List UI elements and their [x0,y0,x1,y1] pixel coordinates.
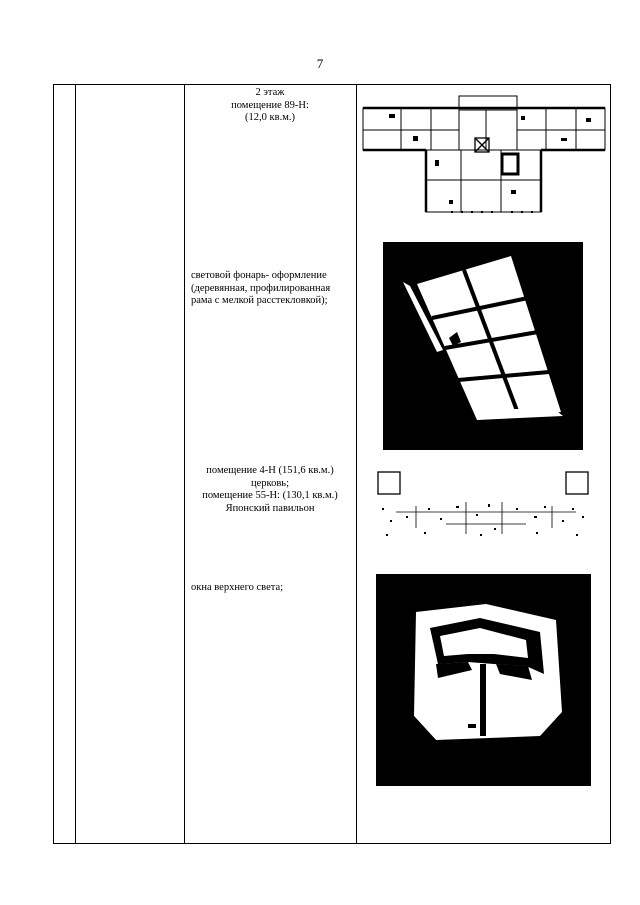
windows-description [191,582,351,595]
floor-line: 2 этаж [255,87,285,98]
top-light-windows-drawing [376,574,591,786]
column-divider-2 [184,85,185,843]
skylight-line-2: (деревянная, профилированная [191,282,331,294]
skylight-line-3: рама с мелкой расстекловкой); [191,295,328,306]
room-line: помещение 89-Н: [231,99,309,111]
skylight-photo [383,242,583,450]
floor-plan-89n-drawing [361,90,607,218]
church-line-2: церковь; [250,477,289,489]
windows-line-1: окна верхнего света; [191,582,284,593]
skylight-line-1: световой фонарь- оформление [191,270,327,281]
skylight-photo-drawing [383,242,583,450]
document-table [53,84,611,844]
area-line: (12,0 кв.м.) [245,112,295,123]
floor-room-description [184,87,356,125]
church-line-3: помещение 55-Н: (130,1 кв.м.) [202,490,338,501]
floor-plan-4n-55n-drawing [376,468,592,542]
column-divider-3 [356,85,357,843]
floor-plan-89n-image [361,90,607,218]
church-line-1: помещение 4-Н (151,6 кв.м.) [206,465,334,476]
church-description [184,465,356,515]
top-light-windows-photo [376,574,591,786]
church-line-4: Японский павильон [225,502,315,514]
skylight-description [191,270,351,308]
column-divider-1 [75,85,76,843]
floor-plan-4n-55n-image [376,468,592,542]
page-number: 7 [316,56,324,71]
